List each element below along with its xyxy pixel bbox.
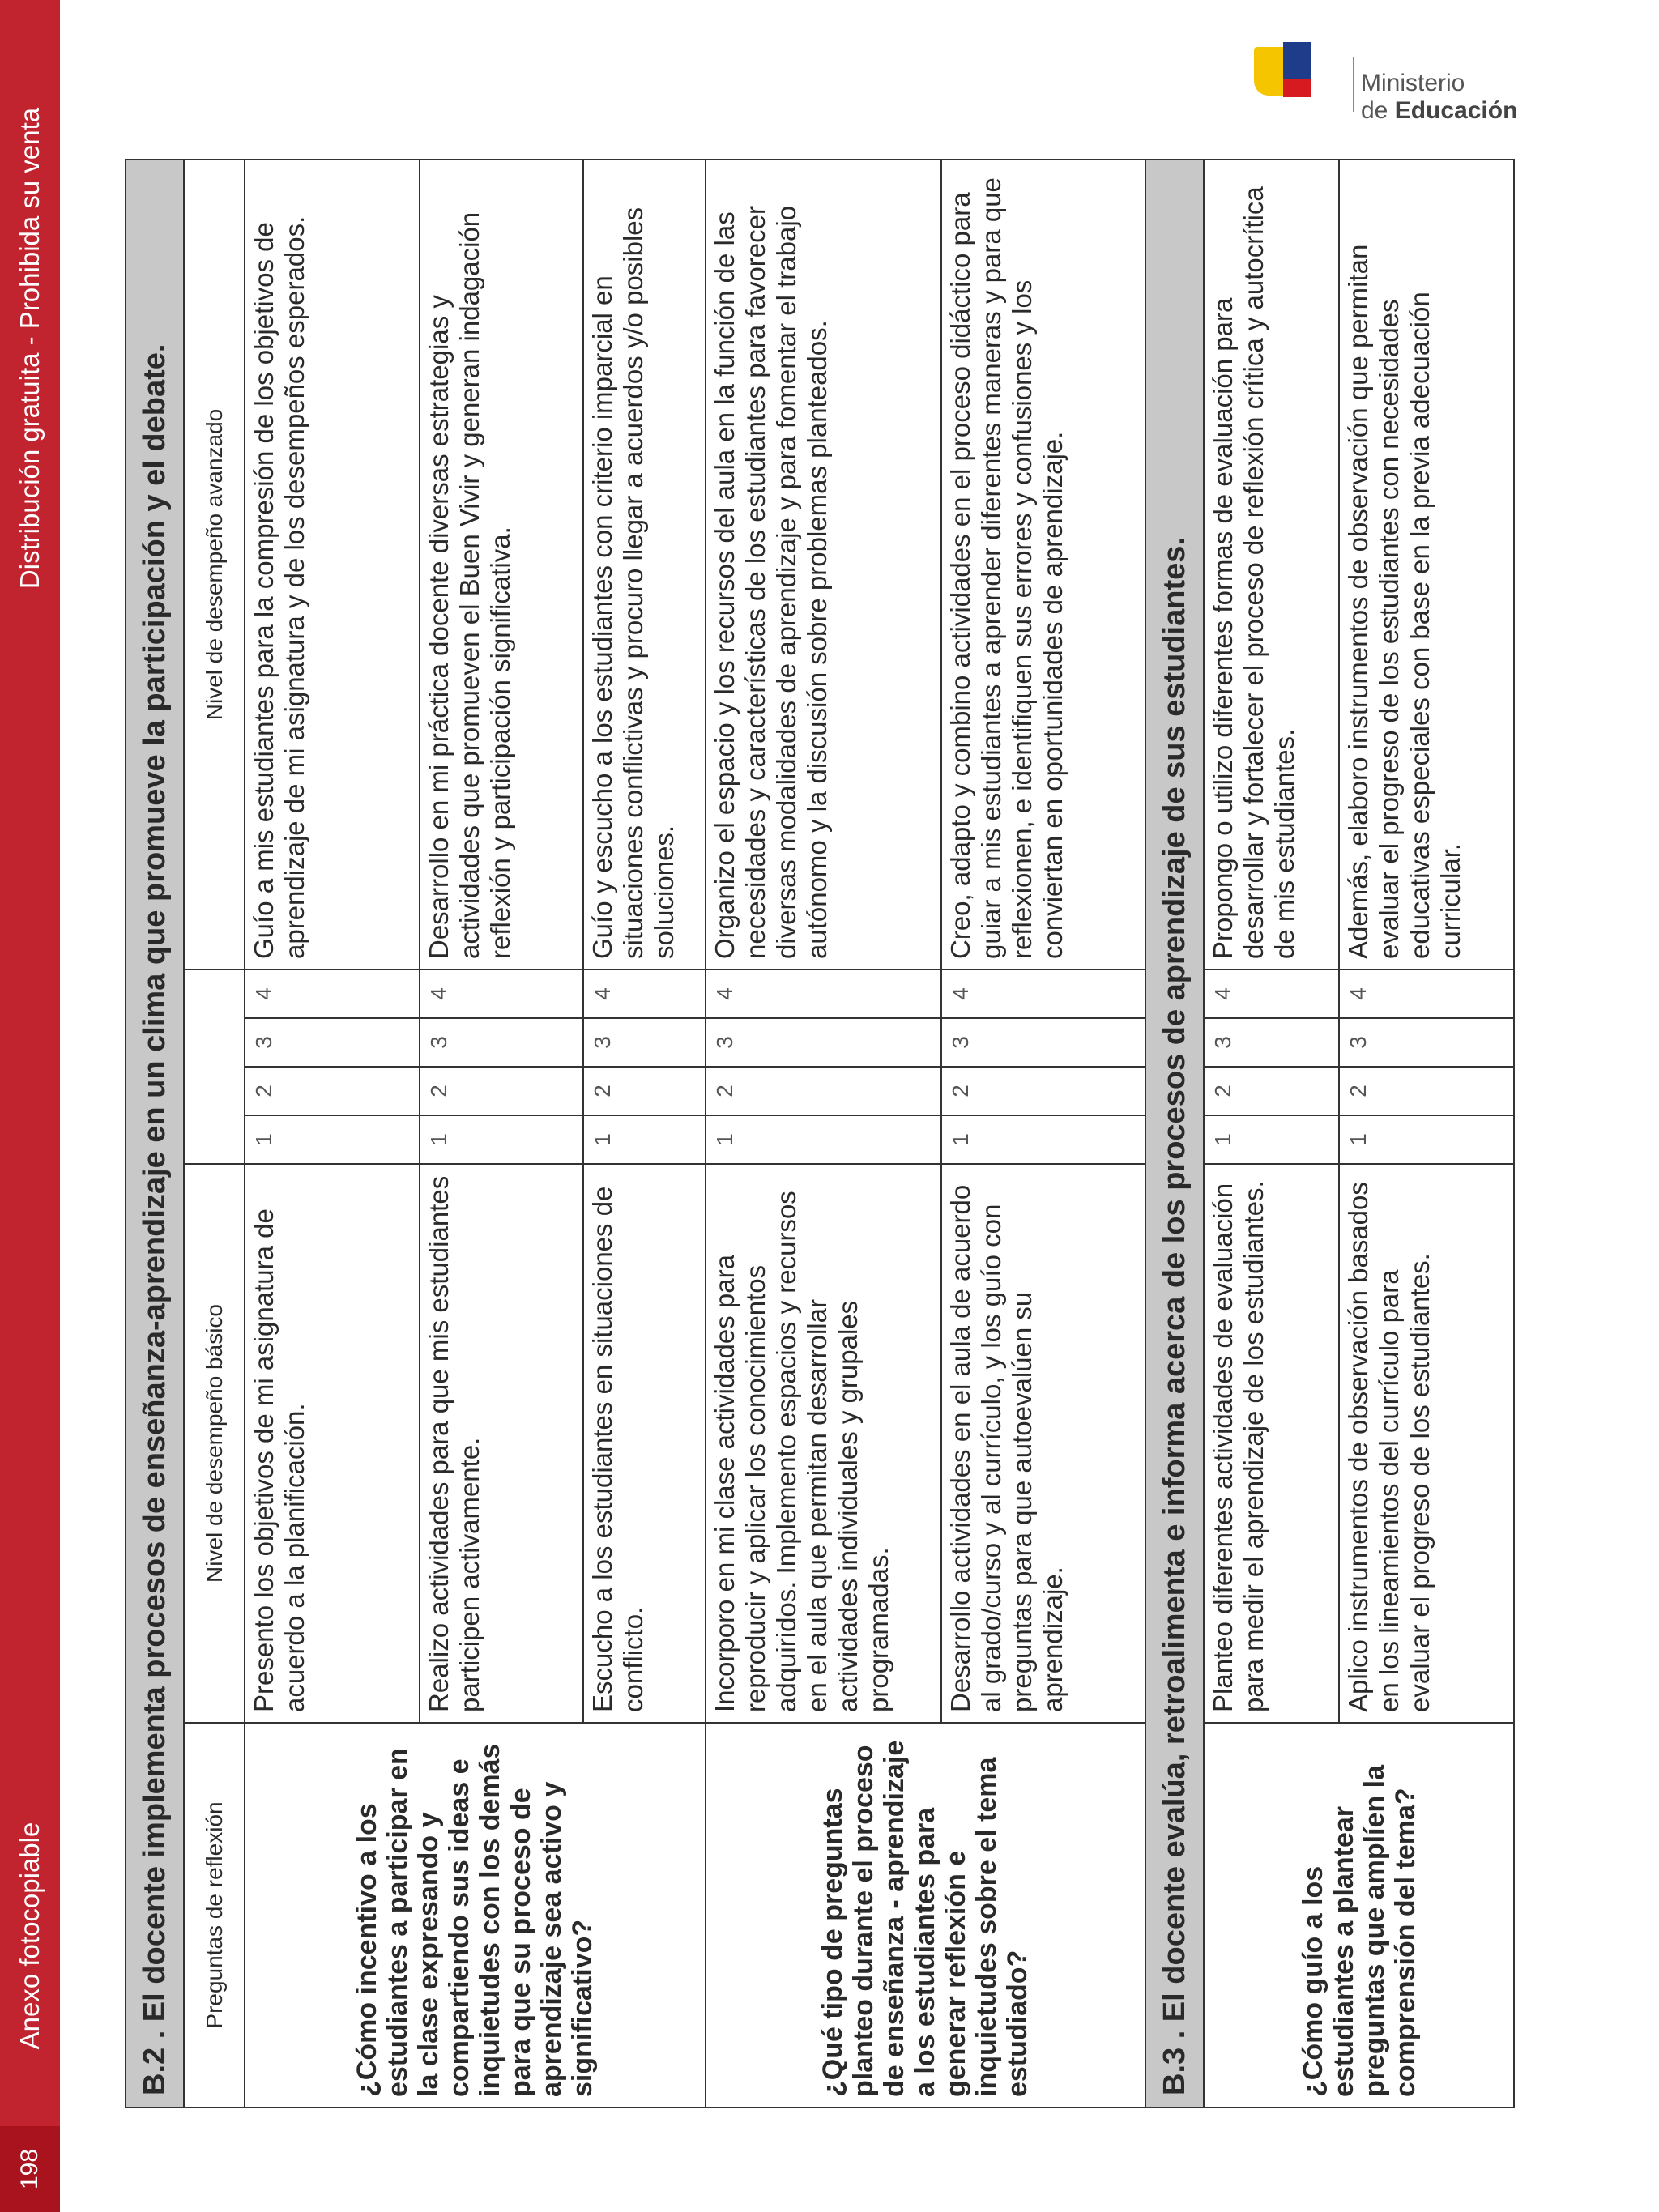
scale-2[interactable]: 2 (1204, 1067, 1338, 1115)
scale-3[interactable]: 3 (706, 1018, 942, 1067)
scale-4[interactable]: 4 (1204, 970, 1338, 1018)
scale-3[interactable]: 3 (941, 1018, 1145, 1067)
reflection-question: ¿Qué tipo de preguntas planteo durante el proceso de enseñanza - aprendizaje a los estudiantes para generar reflexión e inquietudes sobre el tema estudiado? (706, 1723, 1145, 2108)
distribution-notice: Distribución gratuita - Prohibida su venta (15, 107, 45, 590)
rubric-table-wrapper (125, 160, 1515, 2108)
advanced-level-cell: Organizo el espacio y los recursos del aula en la función de las necesidades y características de los estudiantes para favorecer diversas modalidades de aprendizaje y para fomentar el trabajo autónomo y la discusión sobre problemas planteados. (706, 160, 942, 970)
scale-2[interactable]: 2 (245, 1067, 420, 1115)
scale-4[interactable]: 4 (706, 970, 942, 1018)
scale-1[interactable]: 1 (583, 1115, 706, 1164)
advanced-level-cell: Propongo o utilizo diferentes formas de evaluación para desarrollar y fortalecer el proceso de reflexión crítica y autocrítica de mis estudiantes. (1204, 160, 1338, 970)
basic-level-cell: Aplico instrumentos de observación basados en los lineamientos del currículo para evaluar el progreso de los estudiantes. (1339, 1164, 1514, 1723)
scale-2[interactable]: 2 (941, 1067, 1145, 1115)
scale-4[interactable]: 4 (420, 970, 582, 1018)
basic-level-cell: Planteo diferentes actividades de evaluación para medir el aprendizaje de los estudiantes. (1204, 1164, 1338, 1723)
scale-2[interactable]: 2 (420, 1067, 582, 1115)
reflection-question: ¿Cómo guío a los estudiantes a plantear preguntas que amplíen la comprensión del tema? (1204, 1723, 1514, 2108)
header-advanced: Nivel de desempeño avanzado (184, 160, 244, 970)
logo-line-1: Ministerio (1361, 70, 1465, 96)
scale-2[interactable]: 2 (1339, 1067, 1514, 1115)
page-number-box (0, 2126, 60, 2212)
page-number: 198 (16, 2148, 43, 2190)
flag-yellow-shape (1254, 47, 1286, 96)
advanced-level-cell: Creo, adapto y combino actividades en el proceso didáctico para guiar a mis estudiantes a aprender diferentes maneras y para que reflexionen, e identifiquen sus errores y confusiones y los conviertan en oportunidades de aprendizaje. (941, 160, 1145, 970)
rubric-table (125, 159, 1515, 2108)
scale-3[interactable]: 3 (583, 1018, 706, 1067)
side-strip (0, 0, 60, 2212)
scale-1[interactable]: 1 (1339, 1115, 1514, 1164)
flag-red-shape (1283, 79, 1311, 97)
scale-1[interactable]: 1 (245, 1115, 420, 1164)
basic-level-cell: Escucho a los estudiantes en situaciones de conflicto. (583, 1164, 706, 1723)
scale-2[interactable]: 2 (706, 1067, 942, 1115)
advanced-level-cell: Desarrollo en mi práctica docente diversas estrategias y actividades que promueven el Buen Vivir y generan indagación reflexión y participación significativa. (420, 160, 582, 970)
advanced-level-cell: Además, elaboro instrumentos de observación que permitan evaluar el progreso de los estudiantes con necesidades educativas especiales con base en la previa adecuación curricular. (1339, 160, 1514, 970)
annex-label: Anexo fotocopiable (15, 1822, 45, 2050)
scale-2[interactable]: 2 (583, 1067, 706, 1115)
scale-3[interactable]: 3 (1339, 1018, 1514, 1067)
scale-4[interactable]: 4 (583, 970, 706, 1018)
scale-1[interactable]: 1 (1204, 1115, 1338, 1164)
scale-4[interactable]: 4 (245, 970, 420, 1018)
section-title-b2: B.2 . El docente implementa procesos de enseñanza-aprendizaje en un clima que promueve la participación y el debate. (126, 160, 184, 2108)
header-scale (184, 970, 244, 1164)
logo-line-2: de Educación (1361, 97, 1518, 124)
scale-3[interactable]: 3 (1204, 1018, 1338, 1067)
table-header-row (184, 160, 244, 2108)
table-row (706, 160, 942, 2108)
basic-level-cell: Realizo actividades para que mis estudiantes participen activamente. (420, 1164, 582, 1723)
advanced-level-cell: Guío a mis estudiantes para la compresión de los objetivos de aprendizaje de mi asignatura y de los desempeños esperados. (245, 160, 420, 970)
scale-1[interactable]: 1 (941, 1115, 1145, 1164)
logo-divider (1353, 57, 1354, 112)
reflection-question: ¿Cómo incentivo a los estudiantes a participar en la clase expresando y compartiendo sus ideas e inquietudes con los demás para que su proceso de aprendizaje sea activo y significativo? (245, 1723, 706, 2108)
scale-3[interactable]: 3 (420, 1018, 582, 1067)
table-row (245, 160, 420, 2108)
scale-4[interactable]: 4 (1339, 970, 1514, 1018)
flag-blue-shape (1283, 42, 1311, 79)
ministry-logo (1247, 42, 1523, 131)
header-question: Preguntas de reflexión (184, 1723, 244, 2108)
header-basic: Nivel de desempeño básico (184, 1164, 244, 1723)
scale-3[interactable]: 3 (245, 1018, 420, 1067)
basic-level-cell: Desarrollo actividades en el aula de acuerdo al grado/curso y al currículo, y los guío con preguntas para que autoevalúen su aprendizaje. (941, 1164, 1145, 1723)
scale-1[interactable]: 1 (420, 1115, 582, 1164)
section-title-b3: B.3 . El docente evalúa, retroalimenta e informa acerca de los procesos de aprendizaje de sus estudiantes. (1145, 160, 1204, 2108)
scale-1[interactable]: 1 (706, 1115, 942, 1164)
advanced-level-cell: Guío y escucho a los estudiantes con criterio imparcial en situaciones conflictivas y procuro llegar a acuerdos y/o posibles soluciones. (583, 160, 706, 970)
basic-level-cell: Incorporo en mi clase actividades para reproducir y aplicar los conocimientos adquiridos. Implemento espacios y recursos en el aula que permitan desarrollar actividades individuales y grupales programadas. (706, 1164, 942, 1723)
basic-level-cell: Presento los objetivos de mi asignatura de acuerdo a la planificación. (245, 1164, 420, 1723)
scale-4[interactable]: 4 (941, 970, 1145, 1018)
table-row (1204, 160, 1338, 2108)
